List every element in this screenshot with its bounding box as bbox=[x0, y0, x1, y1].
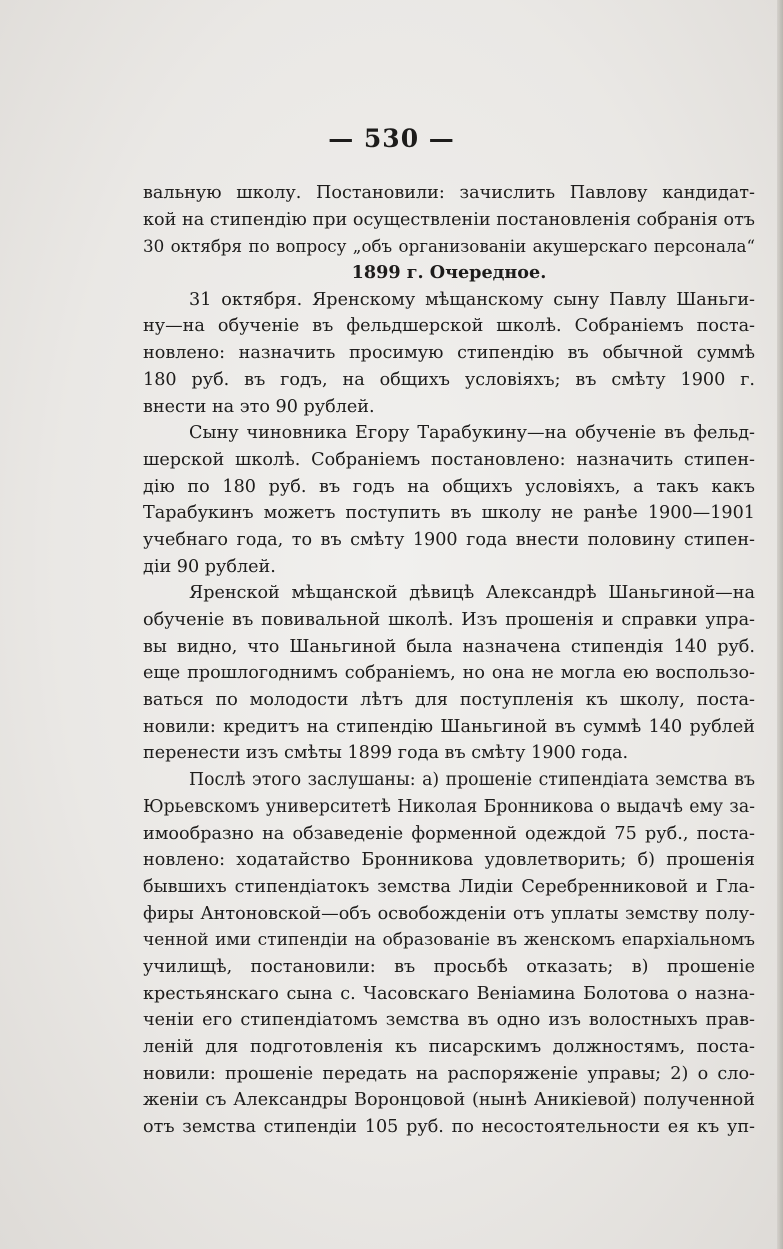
text-line: дію по 180 руб. въ годъ на общихъ условіяхъ, а такъ какъ bbox=[143, 476, 755, 497]
text-line: Послѣ этого заслушаны: а) прошеніе стипендіата земства въ bbox=[189, 770, 755, 791]
text-line: леній для подготовленія къ писарскимъ должностямъ, поста- bbox=[143, 1037, 755, 1057]
text-line: крестьянскаго сына с. Часовскаго Веніамина Болотова о назна- bbox=[143, 983, 755, 1004]
text-line: женіи съ Александры Воронцовой (нынѣ Аникіевой) полученной bbox=[143, 1090, 755, 1111]
text-line: діи 90 рублей. bbox=[143, 556, 276, 577]
text-line: Сыну чиновника Егору Тарабукину—на обученіе въ фельд- bbox=[189, 423, 755, 444]
text-line: новили: кредитъ на стипендію Шаньгиной въ суммѣ 140 рублей bbox=[143, 716, 755, 737]
text-line: шерской школѣ. Собраніемъ постановлено: назначить стипен- bbox=[143, 449, 755, 470]
text-line: учебнаго года, то въ смѣту 1900 года внести половину стипен- bbox=[143, 529, 755, 550]
text-line: новлено: ходатайство Бронникова удовлетворить; б) прошенія bbox=[143, 850, 755, 871]
text-line: еще прошлогоднимъ собраніемъ, но она не могла ею воспользо- bbox=[143, 663, 755, 684]
text-line: перенести изъ смѣты 1899 года въ смѣту 1900 года. bbox=[143, 743, 629, 764]
text-line: Тарабукинъ можетъ поступить въ школу не ранѣе 1900—1901 bbox=[143, 503, 755, 524]
text-line: обученіе въ повивальной школѣ. Изъ прошенія и справки упра- bbox=[143, 610, 755, 630]
text-line: вы видно, что Шаньгиной была назначена стипендія 140 руб. bbox=[143, 636, 755, 657]
section-heading: 1899 г. Очередное. bbox=[351, 262, 547, 284]
text-line: ваться по молодости лѣтъ для поступленія къ школу, поста- bbox=[143, 690, 755, 711]
text-line: бывшихъ стипендіатокъ земства Лидіи Серебренниковой и Гла- bbox=[143, 876, 755, 897]
page-number: — 530 — bbox=[328, 124, 455, 153]
text-line: училищѣ, постановили: въ просьбѣ отказать; в) прошеніе bbox=[143, 956, 755, 977]
text-line: новили: прошеніе передать на распоряженіе управы; 2) о сло- bbox=[143, 1063, 755, 1084]
body-text bbox=[143, 180, 755, 1141]
text-line: ну—на обученіе въ фельдшерской школѣ. Собраніемъ поста- bbox=[143, 316, 755, 337]
text-line: Юрьевскомъ университетѣ Николая Бронникова о выдачѣ ему за- bbox=[143, 796, 755, 817]
text-line: кой на стипендію при осуществленіи постановленія собранія отъ bbox=[143, 209, 755, 230]
text-line: 30 октября по вопросу „объ организованіи акушерскаго персонала“ bbox=[143, 236, 755, 257]
text-line: имообразно на обзаведеніе форменной одеждой 75 руб., поста- bbox=[143, 823, 755, 844]
text-line: новлено: назначить просимую стипендію въ обычной суммѣ bbox=[143, 343, 755, 364]
page-edge bbox=[777, 0, 783, 1249]
text-line: отъ земства стипендіи 105 руб. по несостоятельности ея къ уп- bbox=[143, 1117, 755, 1138]
text-line: 31 октября. Яренскому мѣщанскому сыну Павлу Шаньги- bbox=[189, 289, 755, 310]
text-line: вальную школу. Постановили: зачислить Павлову кандидат- bbox=[143, 183, 755, 203]
text-line: ченной ими стипендіи на образованіе въ женскомъ епархіальномъ bbox=[143, 930, 755, 951]
text-line: 180 руб. въ годъ, на общихъ условіяхъ; въ смѣту 1900 г. bbox=[143, 369, 755, 390]
text-line: фиры Антоновской—объ освобожденіи отъ уплаты земству полу- bbox=[143, 903, 755, 924]
text-line: ченіи его стипендіатомъ земства въ одно изъ волостныхъ прав- bbox=[143, 1010, 755, 1031]
text-line: внести на это 90 рублей. bbox=[143, 396, 375, 417]
text-line: Яренской мѣщанской дѣвицѣ Александрѣ Шаньгиной—на bbox=[189, 583, 755, 604]
